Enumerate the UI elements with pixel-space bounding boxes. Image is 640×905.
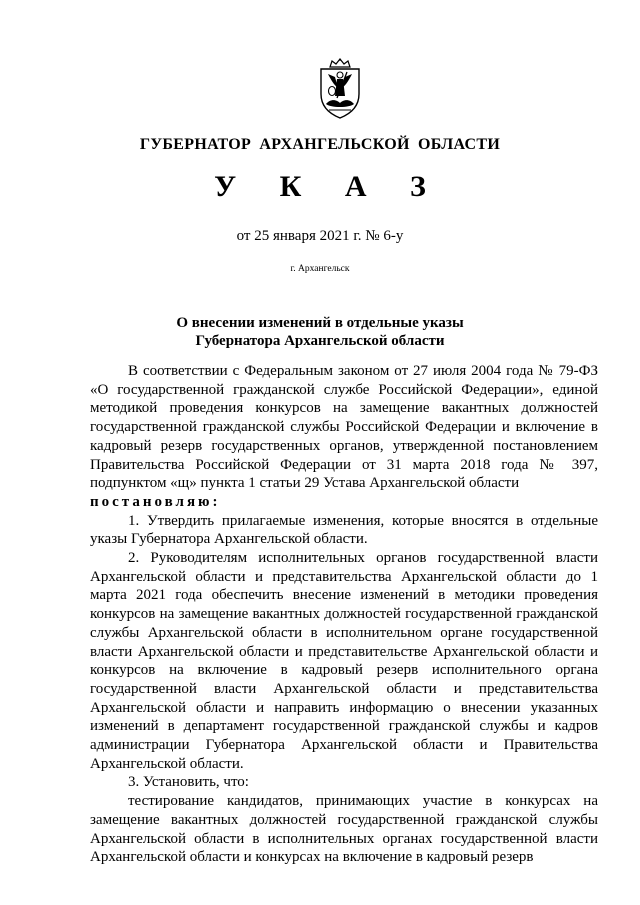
document-title-line-1: О внесении изменений в отдельные указы bbox=[176, 315, 464, 331]
coat-of-arms-emblem bbox=[313, 58, 367, 120]
document-body bbox=[90, 362, 598, 867]
body-paragraph: 3. Установить, что: bbox=[128, 774, 249, 791]
preamble-paragraph: В соответствии с Федеральным законом от 27 июля 2004 года № 79-ФЗ «О государственной гражданской службе Российской Федерации», единой методикой проведения конкурсов на замещение вакантных должностей государственной гражданской службы Российской Федерации и включение в кадровый резерв государственных органов, утвержденной постановлением Правительства Российской Федерации от 31 марта 2018 года № 397, подпунктом «щ» пункта 1 статьи 29 Устава Архангельской области bbox=[90, 363, 598, 492]
document-city: г. Архангельск bbox=[290, 264, 350, 274]
document-date-number: от 25 января 2021 г. № 6-у bbox=[236, 228, 404, 244]
body-paragraph: тестирование кандидатов, принимающих участие в конкурсах на замещение вакантных должностей государственной гражданской службы Архангельской области в исполнительных органах государственной власти Архангельской области и конкурсах на включение в кадровый резерв bbox=[90, 793, 598, 866]
decree-word: постановляю: bbox=[90, 493, 221, 510]
body-paragraph: 2. Руководителям исполнительных органов государственной власти Архангельской области и представительства Архангельской области до 1 марта 2021 года обеспечить внесение изменений в методики проведения конкурсов на замещение вакантных должностей государственной гражданской службы Архангельской области в исполнительном органе государственной власти Архангельской области и представительстве Архангельской области и конкурсов на включение в кадровый резерв исполнительного органа государственной власти Архангельской области и представительства Архангельской области и направить информацию о внесении указанных изменений в департамент государственной гражданской службы и кадров администрации Губернатора Архангельской области и Правительства Архангельской области. bbox=[90, 550, 598, 772]
document-type: У К А З bbox=[214, 170, 444, 203]
issuing-authority: ГУБЕРНАТОР АРХАНГЕЛЬСКОЙ ОБЛАСТИ bbox=[139, 136, 501, 153]
document-title bbox=[0, 314, 640, 350]
document-title-line-2: Губернатора Архангельской области bbox=[195, 333, 445, 349]
body-paragraph: 1. Утвердить прилагаемые изменения, которые вносятся в отдельные указы Губернатора Архангельской области. bbox=[90, 512, 598, 548]
